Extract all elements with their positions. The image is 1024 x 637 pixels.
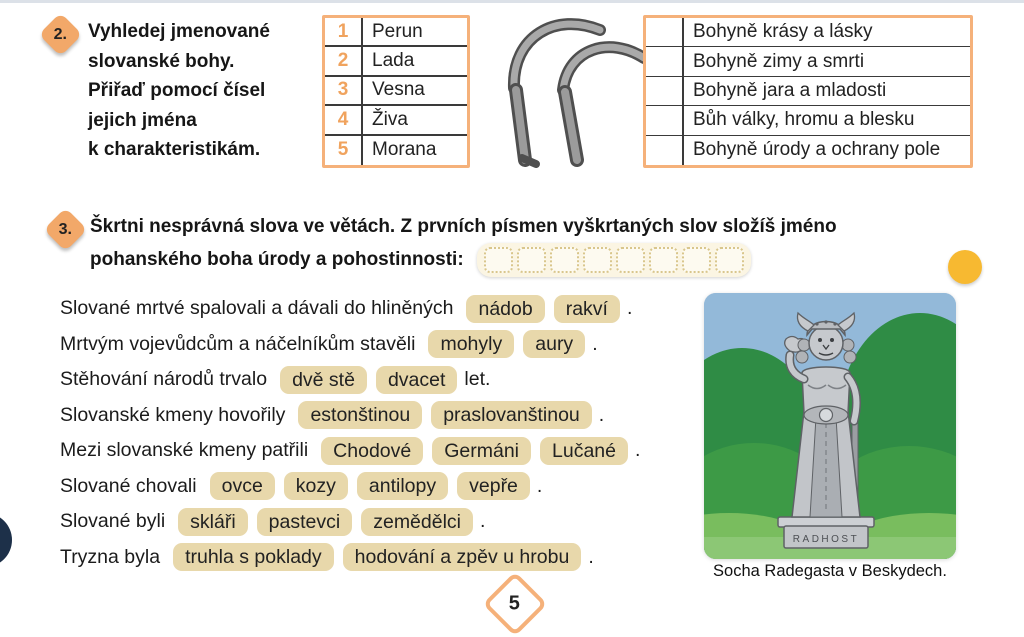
word-option-chip[interactable]: dvě stě	[280, 366, 367, 394]
radegast-statue-image	[704, 293, 956, 559]
word-option-chip[interactable]: kozy	[284, 472, 348, 500]
answer-number-cell[interactable]	[646, 77, 684, 105]
god-name: Živa	[372, 108, 408, 130]
god-name: Vesna	[372, 79, 425, 101]
sentence-row	[60, 327, 720, 363]
instruction-line: jejich jména	[88, 109, 197, 131]
word-option-chip[interactable]: aury	[523, 330, 585, 358]
characteristic-label: Bohyně zimy a smrti	[693, 50, 865, 72]
sentence-text: Slované byli	[60, 510, 166, 533]
sentence-text: Slované chovali	[60, 474, 197, 497]
sentence-end: .	[480, 510, 486, 533]
sentence-text: Mrtvým vojevůdcům a náčelníkům stavěli	[60, 332, 416, 355]
characteristics-row	[646, 106, 970, 135]
letter-box[interactable]	[517, 247, 546, 273]
sentence-end: .	[626, 297, 633, 320]
characteristics-row	[646, 18, 970, 47]
sentence-row	[60, 362, 720, 398]
god-number: 1	[325, 18, 363, 45]
word-option-chip[interactable]: pastevci	[257, 508, 353, 536]
god-number: 5	[325, 136, 363, 165]
answer-number-cell[interactable]	[646, 47, 684, 75]
gods-table-row	[325, 18, 467, 47]
word-option-chip[interactable]: rakví	[554, 295, 620, 323]
statue-base-inscription: RADHOST	[792, 534, 860, 545]
sentence-text: Slované mrtvé spalovali a dávali do hliněných	[60, 297, 454, 320]
edge-navy-circle-button[interactable]	[0, 513, 12, 567]
instruction-line: Přiřaď pomocí čísel	[88, 80, 266, 101]
god-name: Perun	[372, 20, 423, 42]
sentence-row	[60, 540, 720, 576]
sentence-list	[60, 291, 720, 575]
answer-number-cell[interactable]	[646, 106, 684, 134]
exercise-3-heading-line2	[90, 243, 960, 277]
letter-box[interactable]	[616, 247, 645, 273]
word-option-chip[interactable]: nádob	[466, 295, 544, 323]
god-number: 2	[325, 47, 363, 74]
word-option-chip[interactable]: truhla s poklady	[173, 543, 334, 571]
sentence-end: .	[635, 439, 641, 462]
characteristic-label: Bohyně úrody a ochrany pole	[693, 139, 941, 161]
word-option-chip[interactable]: dvacet	[376, 366, 457, 394]
gods-table-row	[325, 136, 467, 165]
letter-box[interactable]	[583, 247, 612, 273]
exercise-3-badge	[44, 208, 88, 252]
sentence-row	[60, 433, 720, 469]
sentence-text: Slovanské kmeny hovořily	[60, 403, 286, 426]
gods-table	[322, 15, 470, 168]
sentence-end: .	[588, 545, 594, 568]
page-number: 5	[509, 592, 521, 615]
answer-letter-boxes	[477, 243, 751, 277]
characteristics-row	[646, 77, 970, 106]
word-option-chip[interactable]: estonštinou	[298, 401, 422, 429]
sentence-text: Tryzna byla	[60, 545, 161, 568]
characteristics-row	[646, 136, 970, 165]
gods-table-row	[325, 47, 467, 76]
instruction-line: Vyhledej jmenované	[88, 21, 270, 42]
sentence-end: let.	[464, 368, 491, 391]
characteristic-label: Bohyně krásy a lásky	[693, 21, 873, 43]
letter-box[interactable]	[715, 247, 744, 273]
exercise-2-badge	[39, 13, 83, 57]
sentence-row	[60, 469, 720, 505]
yellow-hotspot-button[interactable]	[948, 250, 982, 284]
exercise-3-heading-line1: Škrtni nesprávná slova ve větách. Z prvních písmen vyškrtaných slov složíš jméno	[90, 216, 837, 237]
letter-box[interactable]	[682, 247, 711, 273]
word-option-chip[interactable]: praslovanštinou	[431, 401, 592, 429]
word-option-chip[interactable]: hodování a zpěv u hrobu	[343, 543, 582, 571]
characteristic-label: Bohyně jara a mladosti	[693, 79, 887, 101]
answer-number-cell[interactable]	[646, 136, 684, 165]
word-option-chip[interactable]: skláři	[178, 508, 248, 536]
god-name: Morana	[372, 139, 437, 161]
letter-box[interactable]	[550, 247, 579, 273]
exercise-3-number: 3.	[58, 220, 73, 238]
word-option-chip[interactable]: zemědělci	[361, 508, 473, 536]
sentence-row	[60, 398, 720, 434]
sentence-row	[60, 291, 720, 327]
instruction-line: k charakteristikám.	[88, 139, 261, 160]
word-option-chip[interactable]: Lučané	[540, 437, 628, 465]
letter-box[interactable]	[649, 247, 678, 273]
iron-sickles-image	[492, 10, 660, 182]
exercise-2-number: 2.	[53, 25, 68, 43]
god-number: 3	[325, 77, 363, 104]
gods-table-row	[325, 77, 467, 106]
window-top-edge	[0, 0, 1024, 3]
gods-table-row	[325, 106, 467, 135]
exercise-3-heading-line2-text: pohanského boha úrody a pohostinnosti:	[90, 249, 464, 271]
page-number-badge	[482, 571, 547, 636]
word-option-chip[interactable]: Chodové	[321, 437, 423, 465]
exercise-2-instruction	[88, 17, 318, 165]
sentence-end: .	[592, 332, 598, 355]
god-name: Lada	[372, 50, 415, 72]
word-option-chip[interactable]: mohyly	[428, 330, 514, 358]
sentence-end: .	[536, 474, 543, 497]
word-option-chip[interactable]: ovce	[210, 472, 275, 500]
word-option-chip[interactable]: Germáni	[432, 437, 531, 465]
sentence-end: .	[598, 403, 605, 426]
word-option-chip[interactable]: vepře	[457, 472, 530, 500]
answer-number-cell[interactable]	[646, 18, 684, 46]
sentence-text: Mezi slovanské kmeny patřili	[60, 439, 309, 462]
letter-box[interactable]	[484, 247, 513, 273]
instruction-line: slovanské bohy.	[88, 50, 235, 72]
sentence-row	[60, 504, 720, 540]
god-number: 4	[325, 106, 363, 133]
word-option-chip[interactable]: antilopy	[357, 472, 448, 500]
figure-caption: Socha Radegasta v Beskydech.	[713, 562, 947, 580]
exercise-3-heading	[90, 210, 960, 277]
sentence-text: Stěhování národů trvalo	[60, 368, 268, 391]
characteristic-label: Bůh války, hromu a blesku	[693, 109, 915, 131]
characteristics-table	[643, 15, 973, 168]
characteristics-row	[646, 47, 970, 76]
